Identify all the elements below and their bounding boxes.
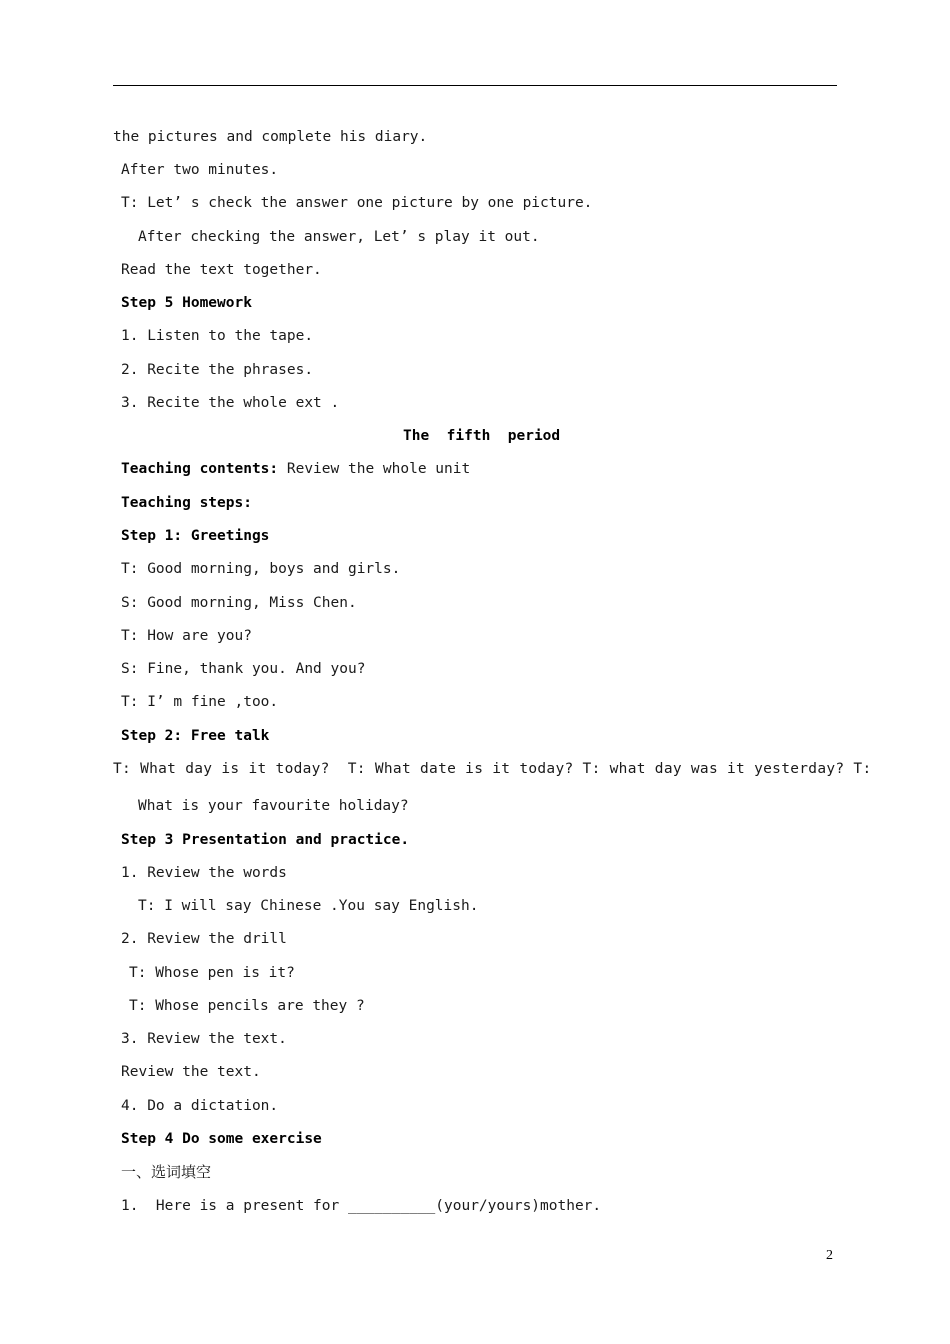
- text-line: Read the text together.: [121, 262, 322, 278]
- list-item: 1. Review the words: [121, 865, 287, 881]
- step-heading: Step 4 Do some exercise: [121, 1131, 322, 1147]
- exercise-heading: 一、选词填空: [121, 1163, 212, 1181]
- teaching-contents: [121, 460, 470, 478]
- text-line: T: Let’ s check the answer one picture by one picture.: [121, 195, 593, 211]
- text-line: T: Good morning, boys and girls.: [121, 561, 401, 577]
- text-line: T: Whose pencils are they ?: [129, 998, 365, 1014]
- list-item: 4. Do a dictation.: [121, 1098, 279, 1114]
- list-item: 3. Recite the whole ext .: [121, 395, 340, 411]
- text-line: After two minutes.: [121, 162, 279, 178]
- step-heading: Step 3 Presentation and practice.: [121, 832, 410, 848]
- step-heading: Teaching steps:: [121, 495, 252, 511]
- list-item: 2. Review the drill: [121, 931, 287, 947]
- text-line: What is your favourite holiday?: [138, 798, 409, 814]
- text-line: T: I’ m fine ,too.: [121, 694, 279, 710]
- text-line: T: I will say Chinese .You say English.: [138, 898, 479, 914]
- step-heading: Step 2: Free talk: [121, 728, 270, 744]
- teaching-contents-label: Teaching contents:: [121, 461, 279, 477]
- exercise-item: 1. Here is a present for __________(your/yours)mother.: [121, 1198, 602, 1214]
- text-line: T: Whose pen is it?: [129, 965, 295, 981]
- text-line: T: How are you?: [121, 628, 252, 644]
- text-line: After checking the answer, Let’ s play it out.: [138, 229, 540, 245]
- step-heading: Step 1: Greetings: [121, 528, 270, 544]
- list-item: 3. Review the text.: [121, 1031, 287, 1047]
- text-line: the pictures and complete his diary.: [113, 129, 428, 145]
- step-heading: Step 5 Homework: [121, 295, 252, 311]
- text-line: Review the text.: [121, 1064, 261, 1080]
- teaching-contents-text: Review the whole unit: [278, 461, 471, 477]
- list-item: 2. Recite the phrases.: [121, 362, 314, 378]
- text-line: S: Good morning, Miss Chen.: [121, 595, 357, 611]
- page-number: 2: [826, 1248, 833, 1263]
- section-title: The fifth period: [403, 428, 561, 444]
- text-line: S: Fine, thank you. And you?: [121, 661, 366, 677]
- list-item: 1. Listen to the tape.: [121, 328, 314, 344]
- header-rule: [113, 85, 837, 86]
- text-line: T: What day is it today? T: What date is it today? T: what day was it yesterday? T:: [113, 761, 872, 777]
